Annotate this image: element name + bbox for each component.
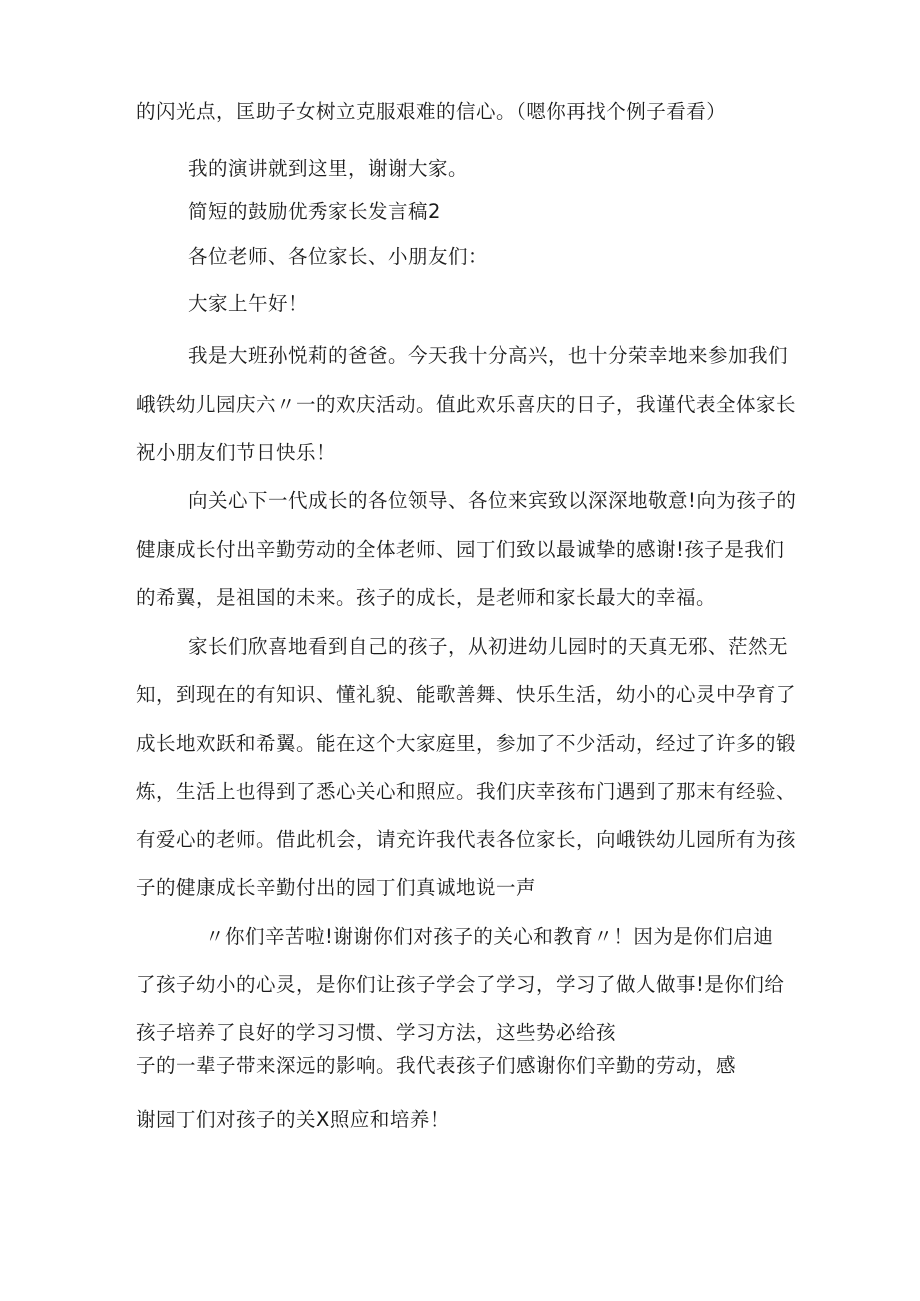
- text-line: 向关心下一代成长的各位领导、各位来宾致以深深地敬意!向为孩子的: [188, 489, 797, 512]
- text-line: 我是大班孙悦莉的爸爸。今天我十分高兴，也十分荣幸地来参加我们: [188, 344, 789, 367]
- text-line: 成长地欢跃和希翼。能在这个大家庭里，参加了不少活动，经过了许多的锻: [136, 732, 797, 755]
- text-line: 子的健康成长辛勤付出的园丁们真诚地说一声: [136, 876, 537, 899]
- text-line: 有爱心的老师。借此机会，请充许我代表各位家长，向峨铁幼儿园所有为孩: [136, 828, 797, 851]
- text-line: 的闪光点，匡助子女树立克服艰难的信心。（嗯你再找个例子看看）: [136, 100, 727, 123]
- text-line: 〃你们辛苦啦!谢谢你们对孩子的关心和教育〃！因为是你们启迪: [205, 925, 774, 948]
- closing-line: 我的演讲就到这里，谢谢大家。: [188, 157, 469, 180]
- text-line: 家长们欣喜地看到自己的孩子，从初进幼儿园时的天真无邪、茫然无: [188, 635, 789, 658]
- salutation: 各位老师、各位家长、小朋友们：: [188, 245, 489, 268]
- text-line: 谢园丁们对孩子的关X照应和培养！: [136, 1108, 450, 1131]
- section-title: 简短的鼓励优秀家长发言稿2: [188, 200, 441, 223]
- text-line: 健康成长付出辛勤劳动的全体老师、园丁们致以最诚挚的感谢!孩子是我们: [136, 538, 785, 561]
- text-line: 的希翼，是祖国的未来。孩子的成长，是老师和家长最大的幸福。: [136, 586, 717, 609]
- text-line: 峨铁幼儿园庆六〃一的欢庆活动。值此欢乐喜庆的日子，我谨代表全体家长: [136, 393, 797, 416]
- text-line: 子的一辈子带来深远的影响。我代表孩子们感谢你们辛勤的劳动，感: [136, 1054, 737, 1077]
- text-line: 孩子培养了良好的学习习惯、学习方法，这些势必给孩: [136, 1021, 617, 1044]
- greeting: 大家上午好！: [188, 292, 309, 315]
- text-line: 祝小朋友们节日快乐！: [136, 441, 337, 464]
- text-line: 知，到现在的有知识、懂礼貌、能歌善舞、快乐生活，幼小的心灵中孕育了: [136, 683, 797, 706]
- text-line: 了孩子幼小的心灵，是你们让孩子学会了学习，学习了做人做事!是你们给: [136, 973, 785, 996]
- text-line: 炼，生活上也得到了悉心关心和照应。我们庆幸孩布门遇到了那末有经验、: [136, 780, 797, 803]
